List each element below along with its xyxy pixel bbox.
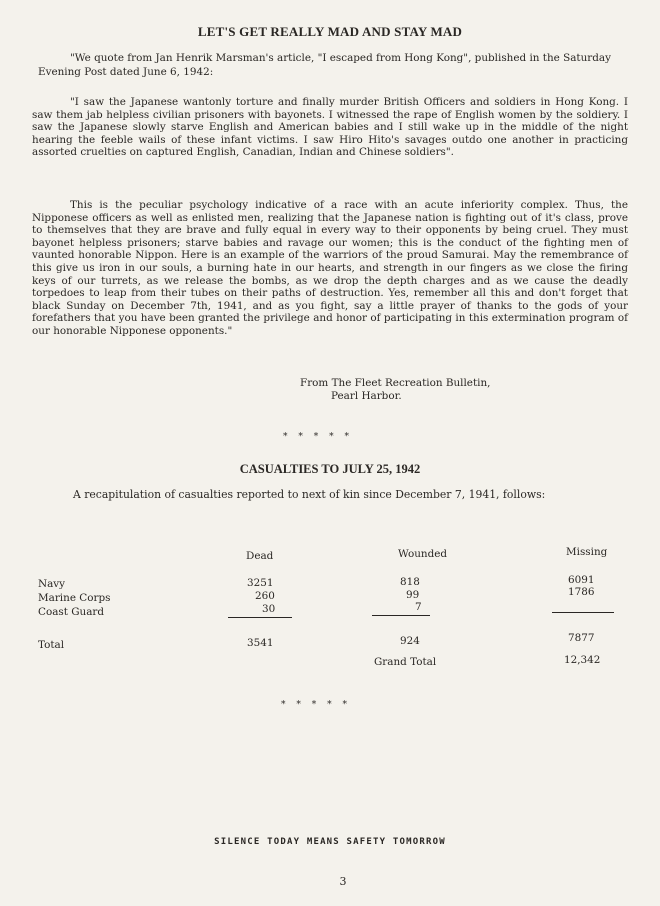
marine-corps-dead: 260 bbox=[255, 590, 275, 602]
navy-wounded: 818 bbox=[400, 576, 420, 588]
total-missing: 7877 bbox=[568, 632, 595, 644]
section-separator-bottom: * * * * * bbox=[281, 700, 351, 710]
coast-guard-wounded: 7 bbox=[415, 601, 422, 613]
wounded-sum-rule bbox=[372, 615, 430, 616]
casualties-intro: A recapitulation of casualties reported to next of kin since December 7, 1941, follows: bbox=[73, 488, 546, 501]
column-header-missing: Missing bbox=[566, 546, 608, 558]
section-separator: * * * * * bbox=[283, 432, 353, 442]
total-dead: 3541 bbox=[247, 637, 274, 649]
page-number: 3 bbox=[339, 875, 347, 888]
article-commentary: This is the peculiar psychology indicative of a race with an acute inferiority complex. Thus, the Nipponese officers as well as enlisted men, realizing that the Japanese nation is fighting out of it's class, prove to themselves that they are brave and fully equal in every way to their opponents by being cruel. They must bayonet helpless prisoners; starve babies and ravage our women; this is the conduct of the fighting men of vaunted honorable Nippon. Here is an example of the warriors of the proud Samurai. May the remembrance of this give us iron in our souls, a burning hate in our hearts, and strength in our fingers as we close the firing keys of our turrets, as we release the bombs, as we drop the depth charges and as we cause the deadly torpedoes to leap from their tubes on their paths of destruction. Yes, remember all this and don't forget that black Sunday on December 7th, 1941, and as you fight, say a little prayer of thanks to the gods of your forefathers that you have been granted the privilege and honor of participating in this extermination program of our honorable Nipponese opponents." bbox=[32, 199, 628, 337]
source-line-2: Pearl Harbor. bbox=[331, 390, 402, 402]
row-label-total: Total bbox=[38, 639, 65, 651]
row-label-coast-guard: Coast Guard bbox=[38, 606, 105, 618]
row-label-marine-corps: Marine Corps bbox=[38, 592, 111, 604]
article-intro: "We quote from Jan Henrik Marsman's article, "I escaped from Hong Kong", published in the Saturday Evening Post dated June 6, 1942: bbox=[38, 52, 611, 78]
navy-dead: 3251 bbox=[247, 577, 274, 589]
navy-missing: 6091 bbox=[568, 574, 595, 586]
column-header-dead: Dead bbox=[246, 550, 274, 562]
coast-guard-dead: 30 bbox=[262, 603, 276, 615]
total-wounded: 924 bbox=[400, 635, 420, 647]
source-line-1: From The Fleet Recreation Bulletin, bbox=[300, 377, 491, 389]
article-quote: "I saw the Japanese wantonly torture and finally murder British Officers and soldiers in Hong Kong. I saw them jab helpless civilian prisoners with bayonets. I witnessed the rape of English women by the soldiery. I saw the Japanese slowly starve English and American babies and I still wake up in the middle of the night hearing the feeble wails of these infant victims. I saw Hiro Hito's savages outdo one another in practicing assorted cruelties on captured English, Canadian, Indian and Chinese soldiers". bbox=[32, 96, 628, 159]
grand-total-label: Grand Total bbox=[374, 656, 437, 668]
missing-sum-rule bbox=[552, 612, 614, 613]
column-header-wounded: Wounded bbox=[398, 548, 448, 560]
marine-corps-wounded: 99 bbox=[406, 589, 420, 601]
dead-sum-rule bbox=[228, 617, 292, 618]
article-title: LET'S GET REALLY MAD AND STAY MAD bbox=[197, 24, 463, 39]
footer-motto: SILENCE TODAY MEANS SAFETY TOMORROW bbox=[214, 837, 446, 847]
grand-total-value: 12,342 bbox=[564, 654, 601, 666]
row-label-navy: Navy bbox=[38, 578, 66, 590]
marine-corps-missing: 1786 bbox=[568, 586, 595, 598]
casualties-title: CASUALTIES TO JULY 25, 1942 bbox=[239, 462, 421, 476]
